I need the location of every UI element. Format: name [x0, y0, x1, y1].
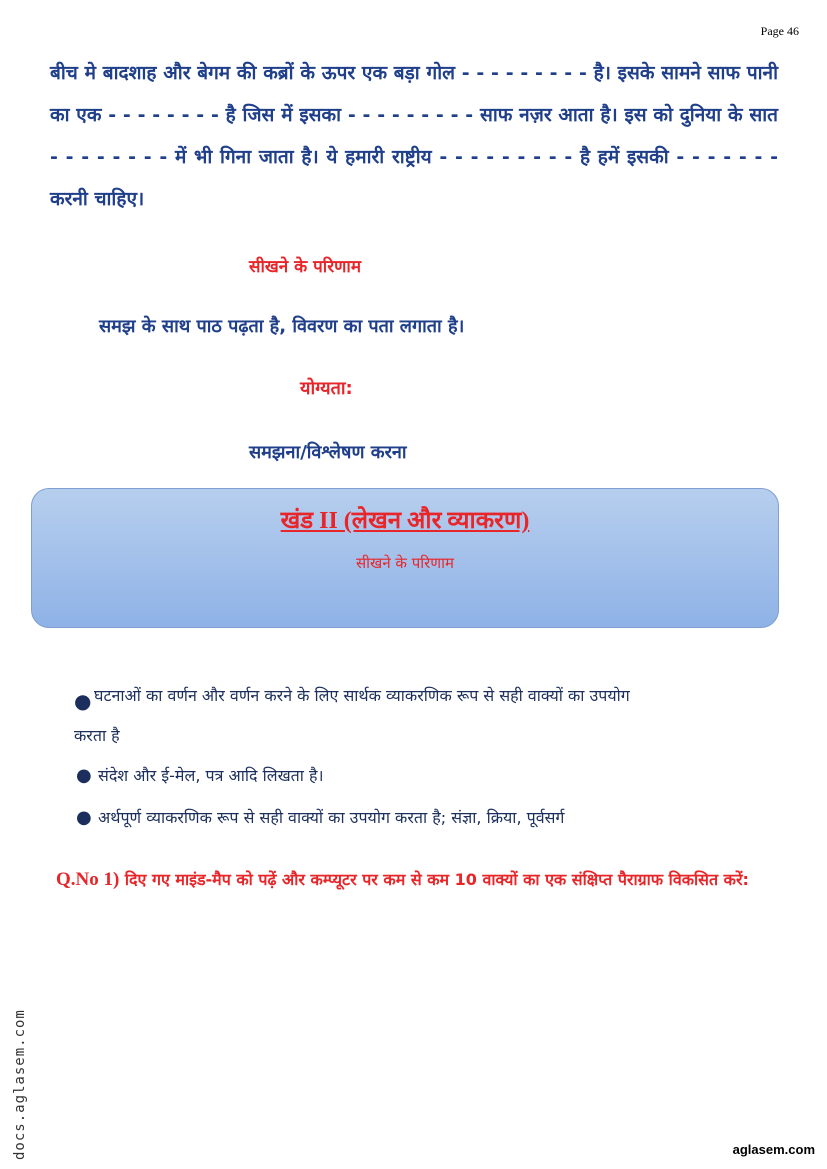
list-item-text: घटनाओं का वर्णन और वर्णन करने के लिए सार्थक व्याकरणिक रूप से सही वाक्यों का उपयोग — [94, 686, 630, 705]
learning-outcomes-heading: सीखने के परिणाम — [249, 257, 362, 277]
footer-site-link[interactable]: aglasem.com — [732, 1142, 815, 1157]
competency-heading: योग्यता: — [300, 378, 353, 399]
learning-outcomes-list — [74, 676, 784, 838]
page-number: Page 46 — [760, 24, 799, 38]
list-item-text-continued: करता है — [74, 726, 120, 745]
learning-outcomes-text: समझ के साथ पाठ पढ़ता है, विवरण का पता लगाता है। — [99, 316, 465, 337]
list-item — [74, 756, 784, 796]
question-1 — [50, 860, 770, 900]
competency-text: समझना/विश्लेषण करना — [249, 442, 407, 463]
list-item — [74, 676, 784, 756]
section-banner — [31, 488, 779, 628]
list-item-text: अर्थपूर्ण व्याकरणिक रूप से सही वाक्यों का उपयोग करता है; संज्ञा, क्रिया, पूर्वसर्ग — [98, 808, 565, 827]
watermark: docs.aglasem.com — [12, 1009, 28, 1160]
list-item-text: संदेश और ई-मेल, पत्र आदि लिखता है। — [98, 766, 324, 785]
bullet-icon: ● — [76, 807, 92, 828]
bullet-icon: ● — [74, 689, 92, 713]
section-title: खंड II (लेखन और व्याकरण) — [280, 508, 530, 534]
list-item — [74, 798, 784, 838]
fill-in-blanks-paragraph: बीच मे बादशाह और बेगम की कब्रों के ऊपर एक बड़ा गोल - - - - - - - - - है। इसके सामने साफ पानी का एक - - - - - - - - है जिस में इसका - - - - - - - - - साफ नज़र आता है। इस को दुनिया के सात - - - - - - - - में भी गिना जाता है। ये हमारी राष्ट्रीय - - - - - - - - - है हमें इसकी - - - - - - - करनी चाहिए। — [50, 62, 778, 210]
section-subtitle: सीखने के परिणाम — [356, 554, 454, 572]
bullet-icon: ● — [76, 765, 92, 786]
question-number: Q.No 1) — [56, 869, 120, 890]
question-text: दिए गए माइंड-मैप को पढ़ें और कम्प्यूटर पर कम से कम 10 वाक्यों का एक संक्षिप्त पैराग्राफ विकसित करें: — [124, 870, 749, 889]
